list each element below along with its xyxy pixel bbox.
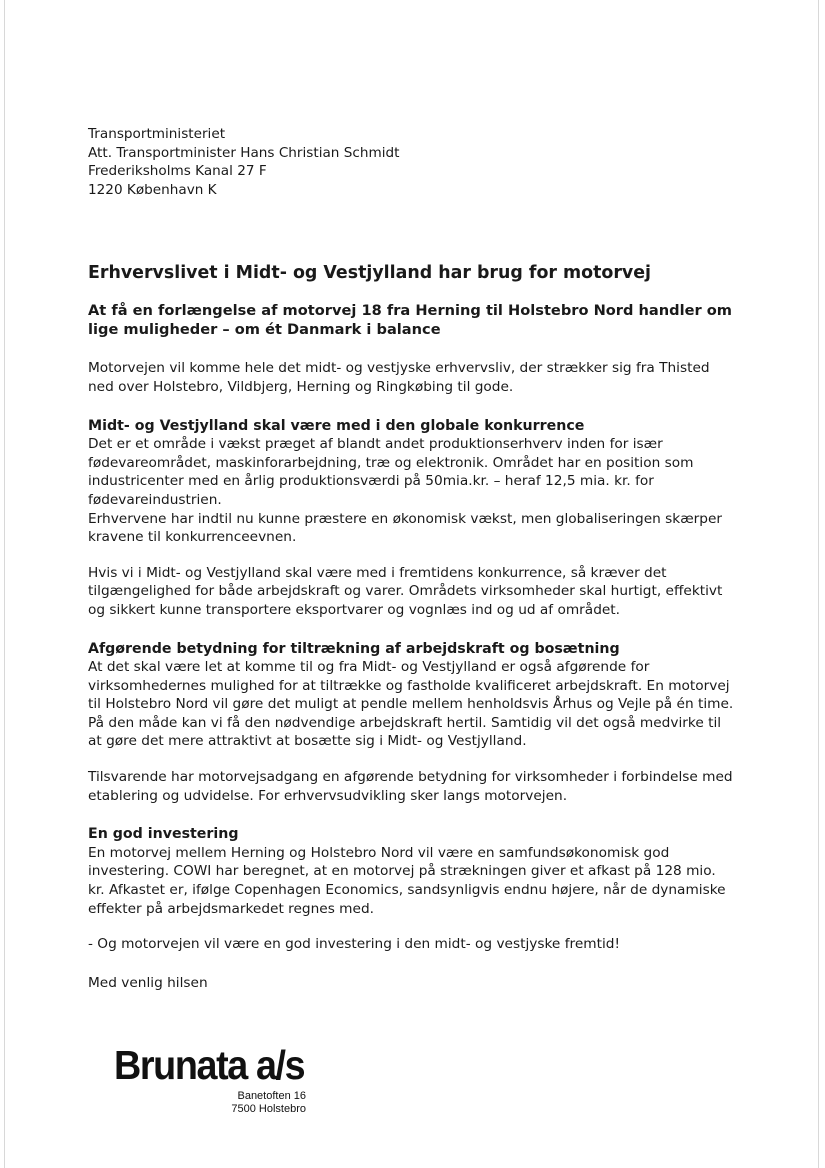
section-workforce-paragraph-1: At det skal være let at komme til og fra Midt- og Vestjylland er også afgørende for virksomhedernes mulighed for at tiltrække og fastholde kvalificeret arbejdskraft. En motorvej til Holstebro Nord vil gøre det muligt at pendle mellem henholdsvis Århus og Vejle på én time. På den måde kan vi få den nødvendige arbejdskraft hertil. Samtidig vil det også medvirke til at gøre det mere attraktivt at bosætte sig i Midt- og Vestjylland. [88,659,734,750]
intro-paragraph: Motorvejen vil komme hele det midt- og vestjyske erhvervsliv, der strækker sig fra Thisted ned over Holstebro, Vildbjerg, Herning og Ringkøbing til gode. [88,360,710,395]
section-heading-workforce: Afgørende betydning for tiltrækning af arbejdskraft og bosætning [88,640,620,657]
section-competition-paragraph-2: Erhvervene har indtil nu kunne præstere en økonomisk vækst, men globaliseringen skærper kravene til konkurrenceevnen. [88,510,723,546]
section-competition-paragraph-1: Det er et område i vækst præget af blandt andet produktionserhverv inden for især fødevareområdet, maskinforarbejdning, træ og elektronik. Området har en position som industricenter med en årlig produktionsværdi på 50mia.kr. – heraf 12,5 mia. kr. for fødevareindustrien. [88,436,694,508]
letter-subtitle: At få en forlængelse af motorvej 18 fra Herning til Holstebro Nord handler om lige muligheder – om ét Danmark i balance [88,302,733,339]
page-edge-right [818,0,819,1168]
page-edge-left [4,0,5,1168]
section-competition-paragraph-3: Hvis vi i Midt- og Vestjylland skal være med i fremtidens konkurrence, så kræver det tilgængelighed for både arbejdskraft og varer. Områdets virksomheder skal hurtigt, effektivt og sikkert kunne transportere eksportvarer og vognlæs ind og ud af området. [88,564,723,618]
recipient-line-4: 1220 København K [88,181,217,198]
recipient-line-2: Att. Transportminister Hans Christian Schmidt [88,144,400,161]
recipient-address [88,125,736,199]
company-signature [114,1042,334,1115]
company-address [218,1090,306,1116]
section-workforce-paragraph-2: Tilsvarende har motorvejsadgang en afgørende betydning for virksomheder i forbindelse med etablering og udvidelse. For erhvervsudvikling sker langs motorvejen. [88,769,733,804]
section-heading-competition: Midt- og Vestjylland skal være med i den globale konkurrence [88,417,585,434]
recipient-line-3: Frederiksholms Kanal 27 F [88,163,267,180]
section-heading-investment: En god investering [88,826,239,843]
salutation: Med venlig hilsen [88,974,208,991]
recipient-line-1: Transportministeriet [88,126,226,142]
company-street: Banetoften 16 [237,1090,306,1102]
section-investment-paragraph-1: En motorvej mellem Herning og Holstebro Nord vil være en samfundsøkonomisk god investering. COWI har beregnet, at en motorvej på strækningen giver et afkast på 128 mio. kr. Afkastet er, ifølge Copenhagen Economics, sandsynligvis endnu højere, når de dynamiske effekter på arbejdsmarkedet regnes med. [88,844,726,917]
letter-body [88,125,736,992]
brunata-logo: Brunata a/s [114,1042,305,1088]
company-city: 7500 Holstebro [231,1103,306,1115]
closing-line: - Og motorvejen vil være en god investering i den midt- og vestjyske fremtid! [88,936,620,953]
letter-title: Erhvervslivet i Midt- og Vestjylland har brug for motorvej [88,263,652,284]
